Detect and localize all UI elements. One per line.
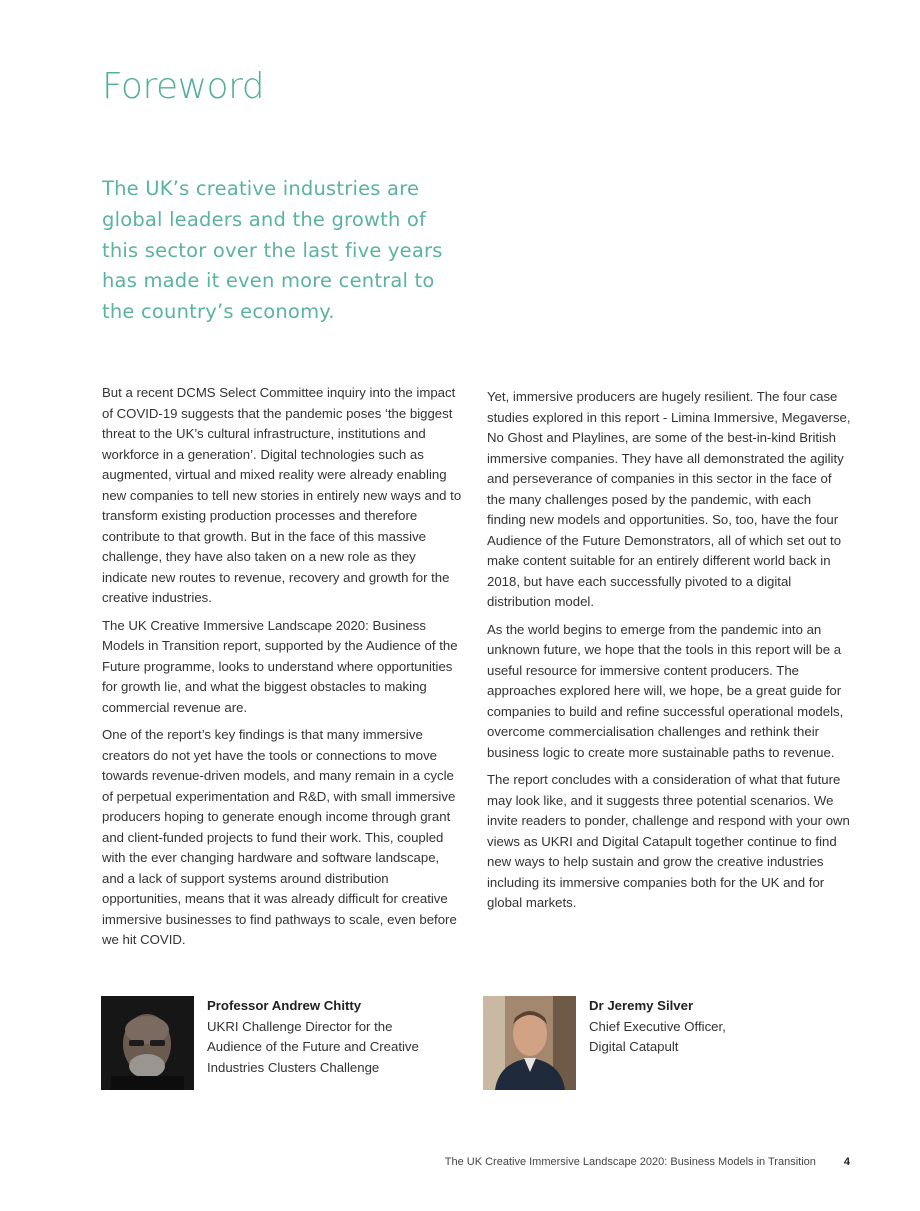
profile-text	[589, 996, 829, 1058]
paragraph: But a recent DCMS Select Committee inquiry into the impact of COVID-19 suggests that the pandemic poses ‘the biggest threat to the UK’s cultural infrastructure, institutions and workforce in a generation’. Digital technologies such as augmented, virtual and mixed reality were already enabling new companies to tell new stories in entirely new ways and to transform existing production processes and therefore contribute to that growth. But in the face of this massive challenge, they have also taken on a new role as they indicate new routes to revenue, recovery and growth for the creative industries.	[102, 385, 462, 605]
page-title: Foreword	[102, 66, 265, 107]
profile-name: Professor Andrew Chitty	[207, 998, 362, 1013]
profile-role-line: Industries Clusters Challenge	[207, 1059, 380, 1075]
paragraph: The report concludes with a consideration of what that future may look like, and it suggests three potential scenarios. We invite readers to ponder, challenge and respond with your own views as UKRI and Digital Catapult together continue to find new ways to help sustain and grow the creative industries including its immersive companies both for the UK and for global markets.	[487, 772, 850, 910]
paragraph: As the world begins to emerge from the pandemic into an unknown future, we hope that the tools in this report will be a useful resource for immersive content producers. The approaches explored here will, we hope, be a great guide for companies to build and refine successful operational models, overcome commercialisation challenges and rethink their business logic to create more sustainable paths to revenue.	[487, 621, 844, 760]
profile-text	[207, 996, 447, 1078]
page-footer	[380, 1156, 850, 1168]
profile-role-line: Digital Catapult	[589, 1039, 679, 1054]
profile-role-line: Audience of the Future and Creative	[207, 1039, 419, 1054]
pull-quote: The UK’s creative industries are global leaders and the growth of this sector over the last five years has made it even more central to the country’s economy.	[102, 177, 443, 324]
portrait-image	[101, 996, 194, 1090]
paragraph: One of the report’s key findings is that many immersive creators do not yet have the tools or connections to move towards revenue-driven models, and many remain in a cycle of perpetual experimentation and R&D, with small immersive producers hoping to generate enough income through grant and client-funded projects to fund their work. This, coupled with the ever changing hardware and software landscape, and a lack of support systems around distribution opportunities, means that it was already difficult for creative immersive businesses to find pathways to scale, even before we hit COVID.	[102, 727, 457, 947]
portrait-image	[483, 996, 576, 1090]
portrait-photo	[101, 996, 194, 1090]
paragraph: The UK Creative Immersive Landscape 2020: Business Models in Transition report, supported by the Audience of the Future programme, looks to understand where opportunities for growth lie, and what the biggest obstacles to making commercial revenue are.	[102, 617, 458, 715]
portrait-photo	[483, 996, 576, 1090]
right-column	[487, 387, 851, 921]
profile-name: Dr Jeremy Silver	[589, 998, 694, 1013]
profile-role-line: Chief Executive Officer,	[589, 1018, 726, 1034]
paragraph: Yet, immersive producers are hugely resilient. The four case studies explored in this report - Limina Immersive, Megaverse, No Ghost and Playlines, are some of the best-in-kind British immersive companies. They have all demonstrated the agility and perseverance of companies in this sector in the face of the many challenges posed by the pandemic, with each finding new models and opportunities. So, too, have the four Audience of the Future Demonstrators, all of which set out to make content suitable for an entirely different world back in 2018, but have each successfully pivoted to a digital distribution model.	[487, 389, 851, 609]
page-number: 4	[843, 1156, 850, 1168]
footer-report-title: The UK Creative Immersive Landscape 2020: Business Models in Transition	[444, 1156, 816, 1168]
profile-role-line: UKRI Challenge Director for the	[207, 1018, 393, 1034]
left-column	[102, 383, 464, 958]
